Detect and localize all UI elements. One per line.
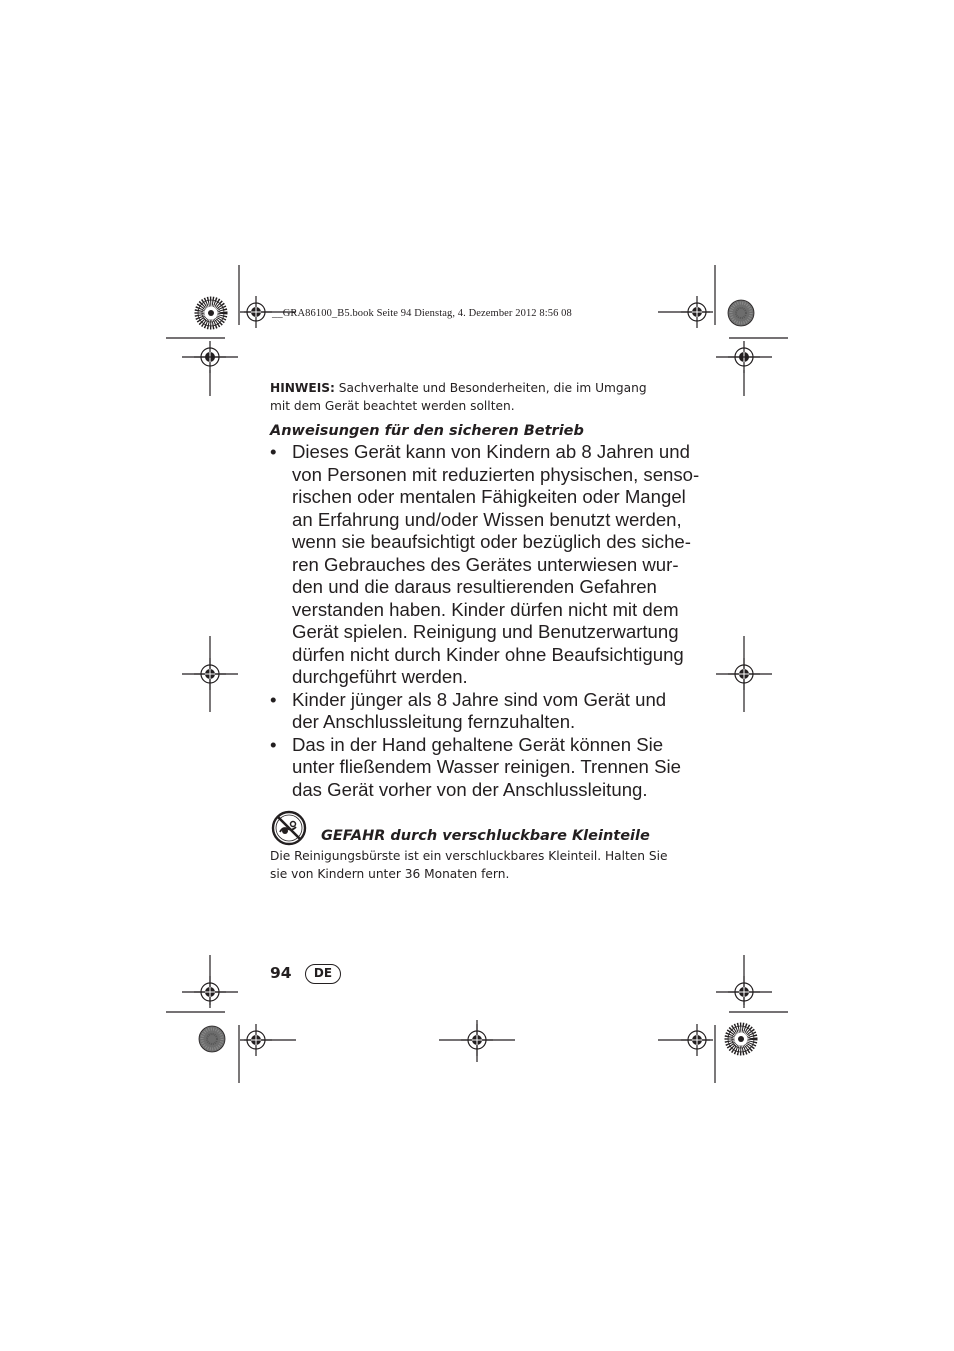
list-item (270, 689, 680, 734)
list-item (270, 441, 700, 689)
no-small-parts-icon (270, 810, 308, 846)
list-item-line: verstanden haben. Kinder dürfen nicht mit dem (292, 598, 679, 620)
list-item-line: Dieses Gerät kann von Kindern ab 8 Jahren und (292, 441, 690, 462)
list-item-line: das Gerät vorher von der Anschlussleitung. (292, 778, 648, 800)
list-item-line: rischen oder mentalen Fähigkeiten oder Mangel (292, 486, 686, 507)
list-item-line: Das in der Hand gehaltene Gerät können Sie (292, 733, 664, 755)
list-item-line: Gerät spielen. Reinigung und Benutzerwartung (292, 621, 679, 642)
list-item-line: den und die daraus resultierenden Gefahren (292, 576, 657, 597)
list-item (270, 734, 680, 802)
list-item-line: der Anschlussleitung fernzuhalten. (292, 711, 576, 732)
list-item-line: Kinder jünger als 8 Jahre sind vom Gerät und (292, 688, 667, 710)
note-text-line: Sachverhalte und Besonderheiten, die im Umgang (334, 381, 647, 395)
note-label: HINWEIS: (270, 381, 335, 395)
warning-text (270, 847, 680, 883)
safety-instructions-list (270, 441, 700, 801)
list-item-line: von Personen mit reduzierten physischen, senso- (292, 463, 700, 485)
list-item-line: dürfen nicht durch Kinder ohne Beaufsichtigung (292, 643, 684, 665)
bullet-symbol: • (270, 733, 277, 755)
warning-title: GEFAHR durch verschluckbare Kleinteile (321, 828, 650, 844)
bullet-symbol: • (270, 688, 277, 710)
note-text-line: mit dem Gerät beachtet werden sollten. (270, 399, 515, 413)
bullet-symbol: • (270, 441, 277, 462)
list-item-line: wenn sie beaufsichtigt oder bezüglich des siche- (292, 531, 691, 552)
list-item-line: durchgeführt werden. (292, 666, 468, 687)
note-block (270, 379, 670, 415)
header-slug: __GRA86100_B5.book Seite 94 Dienstag, 4. Dezember 2012 8:56 08 (272, 308, 572, 319)
warning-text-line: Die Reinigungsbürste ist ein verschluckbares Kleinteil. Halten Sie (270, 849, 668, 863)
section-heading: Anweisungen für den sicheren Betrieb (270, 423, 584, 439)
list-item-line: unter fließendem Wasser reinigen. Trennen Sie (292, 756, 681, 777)
language-badge: DE (305, 964, 341, 984)
list-item-line: ren Gebrauches des Gerätes unterwiesen wur- (292, 553, 679, 575)
warning-text-line: sie von Kindern unter 36 Monaten fern. (270, 867, 510, 881)
list-item-line: an Erfahrung und/oder Wissen benutzt werden, (292, 508, 682, 530)
page-number: 94 (270, 964, 292, 982)
